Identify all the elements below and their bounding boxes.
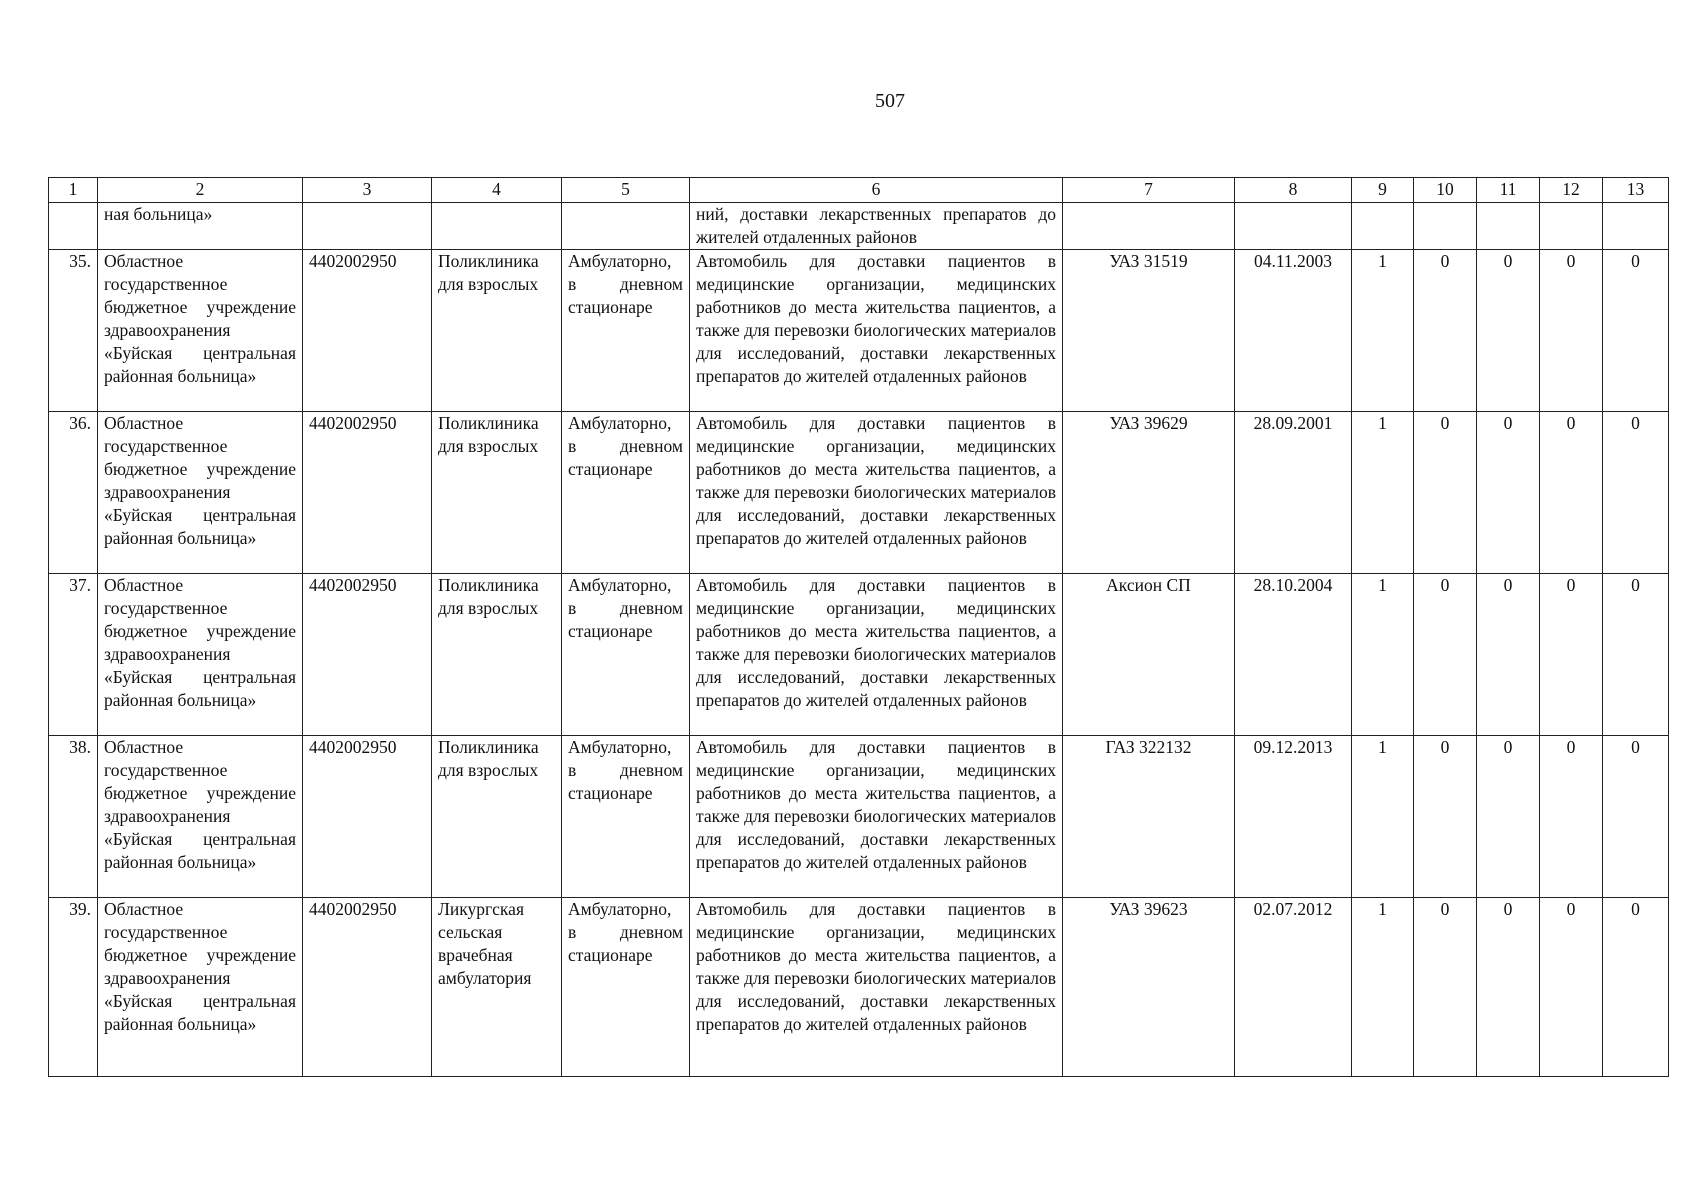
col9-cell: 1 <box>1352 250 1414 412</box>
header-cell: 10 <box>1414 178 1477 203</box>
inn-cell: 4402002950 <box>303 412 432 574</box>
conditions-cell: Амбулаторно, в дневном стационаре <box>562 412 690 574</box>
header-cell: 6 <box>690 178 1063 203</box>
header-cell: 3 <box>303 178 432 203</box>
table-row <box>49 250 1669 412</box>
inn-cell: 4402002950 <box>303 574 432 736</box>
conditions-cell: Амбулаторно, в дневном стационаре <box>562 898 690 1077</box>
col12-cell: 0 <box>1540 736 1603 898</box>
row-number: 37. <box>49 574 98 736</box>
purpose-cell: Автомобиль для доставки пациентов в медицинские организации, медицинских работников до места жительства пациентов, а также для перевозки биологических материалов для исследований, доставки лекарственных препаратов до жителей отдаленных районов <box>690 412 1063 574</box>
date-cell: 02.07.2012 <box>1235 898 1352 1077</box>
model-cell: УАЗ 39629 <box>1063 412 1235 574</box>
header-cell: 11 <box>1477 178 1540 203</box>
header-cell: 12 <box>1540 178 1603 203</box>
date-cell: 28.10.2004 <box>1235 574 1352 736</box>
org-cell: Областное государственное бюджетное учреждение здравоохранения «Буйская центральная районная больница» <box>98 412 303 574</box>
col10-cell: 0 <box>1414 898 1477 1077</box>
col11-cell: 0 <box>1477 574 1540 736</box>
row-number: 36. <box>49 412 98 574</box>
table-row <box>49 736 1669 898</box>
col13-cell: 0 <box>1603 412 1669 574</box>
org-cell: Областное государственное бюджетное учреждение здравоохранения «Буйская центральная районная больница» <box>98 574 303 736</box>
continuation-row <box>49 203 1669 250</box>
col11-cell: 0 <box>1477 736 1540 898</box>
org-cell: ная больница» <box>98 203 303 250</box>
conditions-cell: Амбулаторно, в дневном стационаре <box>562 736 690 898</box>
unit-cell: Поликлиника для взрослых <box>432 736 562 898</box>
purpose-cell: Автомобиль для доставки пациентов в медицинские организации, медицинских работников до места жительства пациентов, а также для перевозки биологических материалов для исследований, доставки лекарственных препаратов до жителей отдаленных районов <box>690 574 1063 736</box>
col9-cell: 1 <box>1352 412 1414 574</box>
header-cell: 1 <box>49 178 98 203</box>
col9-cell: 1 <box>1352 736 1414 898</box>
col12-cell: 0 <box>1540 574 1603 736</box>
header-cell: 2 <box>98 178 303 203</box>
col11-cell: 0 <box>1477 250 1540 412</box>
header-row <box>49 178 1669 203</box>
unit-cell: Поликлиника для взрослых <box>432 574 562 736</box>
header-cell: 9 <box>1352 178 1414 203</box>
header-cell: 13 <box>1603 178 1669 203</box>
row-number: 38. <box>49 736 98 898</box>
col13-cell: 0 <box>1603 574 1669 736</box>
date-cell: 04.11.2003 <box>1235 250 1352 412</box>
col13-cell: 0 <box>1603 898 1669 1077</box>
header-cell: 5 <box>562 178 690 203</box>
col10-cell: 0 <box>1414 250 1477 412</box>
col12-cell: 0 <box>1540 412 1603 574</box>
date-cell: 28.09.2001 <box>1235 412 1352 574</box>
col10-cell: 0 <box>1414 412 1477 574</box>
purpose-cell: Автомобиль для доставки пациентов в медицинские организации, медицинских работников до места жительства пациентов, а также для перевозки биологических материалов для исследований, доставки лекарственных препаратов до жителей отдаленных районов <box>690 736 1063 898</box>
col11-cell: 0 <box>1477 898 1540 1077</box>
col10-cell: 0 <box>1414 736 1477 898</box>
org-cell: Областное государственное бюджетное учреждение здравоохранения «Буйская центральная районная больница» <box>98 736 303 898</box>
col12-cell: 0 <box>1540 250 1603 412</box>
model-cell: УАЗ 39623 <box>1063 898 1235 1077</box>
unit-cell: Ликургская сельская врачебная амбулатория <box>432 898 562 1077</box>
unit-cell: Поликлиника для взрослых <box>432 412 562 574</box>
page-number: 507 <box>875 90 905 112</box>
header-cell: 8 <box>1235 178 1352 203</box>
conditions-cell: Амбулаторно, в дневном стационаре <box>562 574 690 736</box>
col11-cell: 0 <box>1477 412 1540 574</box>
row-number: 39. <box>49 898 98 1077</box>
inn-cell: 4402002950 <box>303 898 432 1077</box>
col13-cell: 0 <box>1603 250 1669 412</box>
col9-cell: 1 <box>1352 898 1414 1077</box>
inn-cell: 4402002950 <box>303 250 432 412</box>
purpose-cell: Автомобиль для доставки пациентов в медицинские организации, медицинских работников до места жительства пациентов, а также для перевозки биологических материалов для исследований, доставки лекарственных препаратов до жителей отдаленных районов <box>690 250 1063 412</box>
col13-cell: 0 <box>1603 736 1669 898</box>
org-cell: Областное государственное бюджетное учреждение здравоохранения «Буйская центральная районная больница» <box>98 898 303 1077</box>
date-cell: 09.12.2013 <box>1235 736 1352 898</box>
table-row <box>49 574 1669 736</box>
table-row <box>49 412 1669 574</box>
conditions-cell: Амбулаторно, в дневном стационаре <box>562 250 690 412</box>
header-cell: 7 <box>1063 178 1235 203</box>
table-row <box>49 898 1669 1077</box>
purpose-cell: ний, доставки лекарственных препаратов до жителей отдаленных районов <box>690 203 1063 250</box>
unit-cell: Поликлиника для взрослых <box>432 250 562 412</box>
inn-cell: 4402002950 <box>303 736 432 898</box>
header-cell: 4 <box>432 178 562 203</box>
org-cell: Областное государственное бюджетное учреждение здравоохранения «Буйская центральная районная больница» <box>98 250 303 412</box>
row-number: 35. <box>49 250 98 412</box>
model-cell: Аксион СП <box>1063 574 1235 736</box>
model-cell: УАЗ 31519 <box>1063 250 1235 412</box>
col12-cell: 0 <box>1540 898 1603 1077</box>
col10-cell: 0 <box>1414 574 1477 736</box>
purpose-cell: Автомобиль для доставки пациентов в медицинские организации, медицинских работников до места жительства пациентов, а также для перевозки биологических материалов для исследований, доставки лекарственных препаратов до жителей отдаленных районов <box>690 898 1063 1077</box>
col9-cell: 1 <box>1352 574 1414 736</box>
vehicle-table <box>48 177 1669 1077</box>
model-cell: ГАЗ 322132 <box>1063 736 1235 898</box>
